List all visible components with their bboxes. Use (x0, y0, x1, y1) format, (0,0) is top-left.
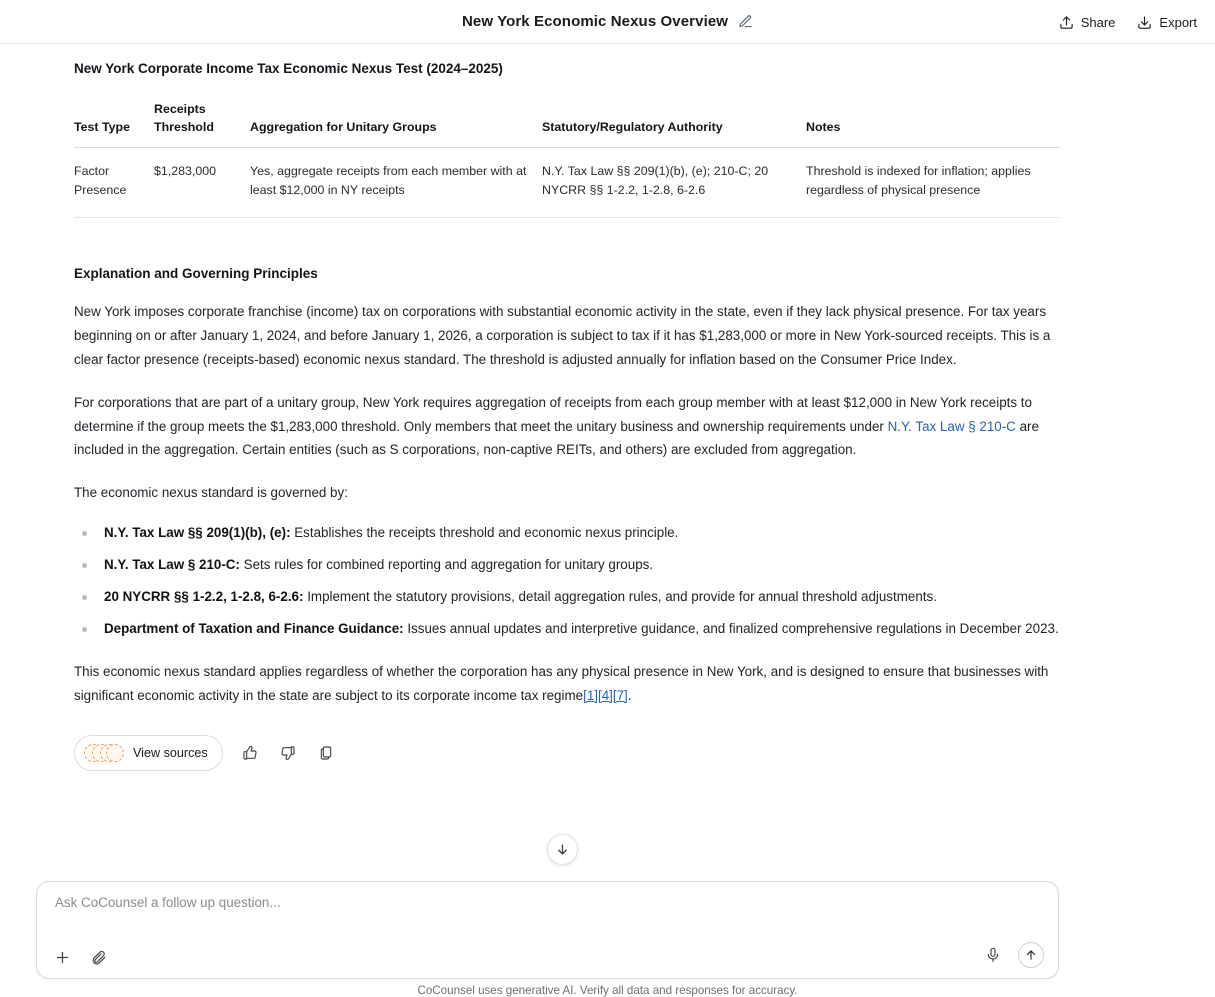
cell-authority: N.Y. Tax Law §§ 209(1)(b), (e); 210-C; 20 NYCRR §§ 1-2.2, 1-2.8, 6-2.6 (542, 147, 806, 217)
column-header-authority: Statutory/Regulatory Authority (542, 101, 806, 147)
paragraph-2-text-before: For corporations that are part of a unitary group, New York requires aggregation of receipts from each group member with at least $12,000 in New York receipts to determine if the group meets the $1,283,000 threshold. Only members that meet the unitary business and ownership requirements under (74, 394, 1032, 434)
composer-left-tools (51, 946, 109, 968)
copy-icon[interactable] (315, 742, 337, 764)
paragraph-3: The economic nexus standard is governed by: (74, 485, 348, 501)
pencil-icon[interactable] (738, 14, 753, 29)
principles-list (74, 521, 1060, 640)
page-title: New York Economic Nexus Overview (461, 13, 729, 30)
principle-desc: Establishes the receipts threshold and economic nexus principle. (290, 525, 679, 541)
download-icon (1137, 15, 1152, 30)
principle-desc: Sets rules for combined reporting and aggregation for unitary groups. (239, 557, 654, 573)
top-bar-actions (1059, 0, 1197, 44)
column-header-receipts-threshold: Receipts Threshold (154, 101, 250, 147)
principle-term: 20 NYCRR §§ 1-2.2, 1-2.8, 6-2.6: (104, 588, 304, 604)
explanation-heading: Explanation and Governing Principles (74, 266, 318, 282)
table-title: New York Corporate Income Tax Economic Nexus Test (2024–2025) (74, 61, 503, 76)
list-item (74, 553, 1060, 577)
cell-test-type: Factor Presence (74, 147, 154, 217)
paragraph-1: New York imposes corporate franchise (income) tax on corporations with substantial economic activity in the state, even if they lack physical presence. For tax years beginning on or after January 1, 2024, and before January 1, 2026, a corporation is subject to tax if it has $1,283,000 or more in New York-sourced receipts. This is a clear factor presence (receipts-based) economic nexus standard. The threshold is adjusted annually for inflation based on the Consumer Price Index. (74, 304, 1051, 367)
principle-desc: Issues annual updates and interpretive guidance, and finalized comprehensive regulations in December 2023. (403, 620, 1059, 636)
top-bar (0, 0, 1215, 44)
source-avatars-icon (84, 743, 124, 763)
composer-right-tools (982, 942, 1044, 968)
cell-threshold: $1,283,000 (154, 147, 250, 217)
answer-document (74, 44, 1060, 771)
share-button[interactable] (1059, 15, 1116, 30)
paragraph-2 (74, 391, 1060, 463)
paragraph-4-text: This economic nexus standard applies regardless of whether the corporation has any physical presence in New York, and is designed to ensure that businesses with significant economic activity in the state are subject to its corporate income tax regime (74, 663, 1049, 703)
principle-desc: Implement the statutory provisions, detail aggregation rules, and provide for annual threshold adjustments. (303, 588, 937, 604)
arrow-up-icon (1024, 948, 1038, 962)
send-button[interactable] (1018, 942, 1044, 968)
nexus-table (74, 101, 1060, 218)
search-input[interactable] (53, 894, 1033, 911)
column-header-test-type: Test Type (74, 101, 154, 147)
table-row (74, 147, 1060, 217)
response-actions (74, 735, 1060, 771)
cell-notes: Threshold is indexed for inflation; applies regardless of physical presence (806, 147, 1060, 217)
column-header-aggregation: Aggregation for Unitary Groups (250, 101, 542, 147)
share-icon (1059, 15, 1074, 30)
plus-icon[interactable] (51, 946, 73, 968)
thumbs-up-icon[interactable] (239, 742, 261, 764)
export-label: Export (1159, 14, 1197, 30)
principle-term: N.Y. Tax Law § 210-C: (104, 557, 240, 573)
table-header-row (74, 101, 1060, 147)
view-sources-label: View sources (133, 746, 208, 761)
composer[interactable] (36, 881, 1059, 979)
column-header-notes: Notes (806, 101, 1060, 147)
cell-aggregation: Yes, aggregate receipts from each member with at least $12,000 in NY receipts (250, 147, 542, 217)
arrow-down-icon (555, 842, 570, 857)
paragraph-2-text-after: are included in the aggregation. Certain entities (such as S corporations, non-captive REITs, and others) are excluded from aggregation. (74, 418, 1039, 458)
list-item (74, 617, 1060, 641)
disclaimer-text: CoCounsel uses generative AI. Verify all data and responses for accuracy. (417, 984, 798, 997)
view-sources-button[interactable] (74, 735, 223, 771)
document-title-group (462, 13, 753, 30)
list-item (74, 521, 1060, 545)
thumbs-down-icon[interactable] (277, 742, 299, 764)
content-area (0, 44, 1215, 997)
citation-links[interactable]: [1][4][7] (583, 687, 628, 703)
export-button[interactable] (1137, 15, 1197, 30)
paperclip-icon[interactable] (87, 946, 109, 968)
statute-link-210c[interactable]: N.Y. Tax Law § 210-C (887, 418, 1016, 434)
share-label: Share (1080, 14, 1116, 30)
principle-term: Department of Taxation and Finance Guidance: (104, 620, 404, 636)
paragraph-4-period: . (627, 687, 632, 703)
microphone-icon[interactable] (982, 944, 1004, 966)
list-item (74, 585, 1060, 609)
paragraph-4 (74, 660, 1060, 708)
scroll-to-bottom-button[interactable] (547, 834, 578, 865)
principle-term: N.Y. Tax Law §§ 209(1)(b), (e): (104, 525, 291, 541)
